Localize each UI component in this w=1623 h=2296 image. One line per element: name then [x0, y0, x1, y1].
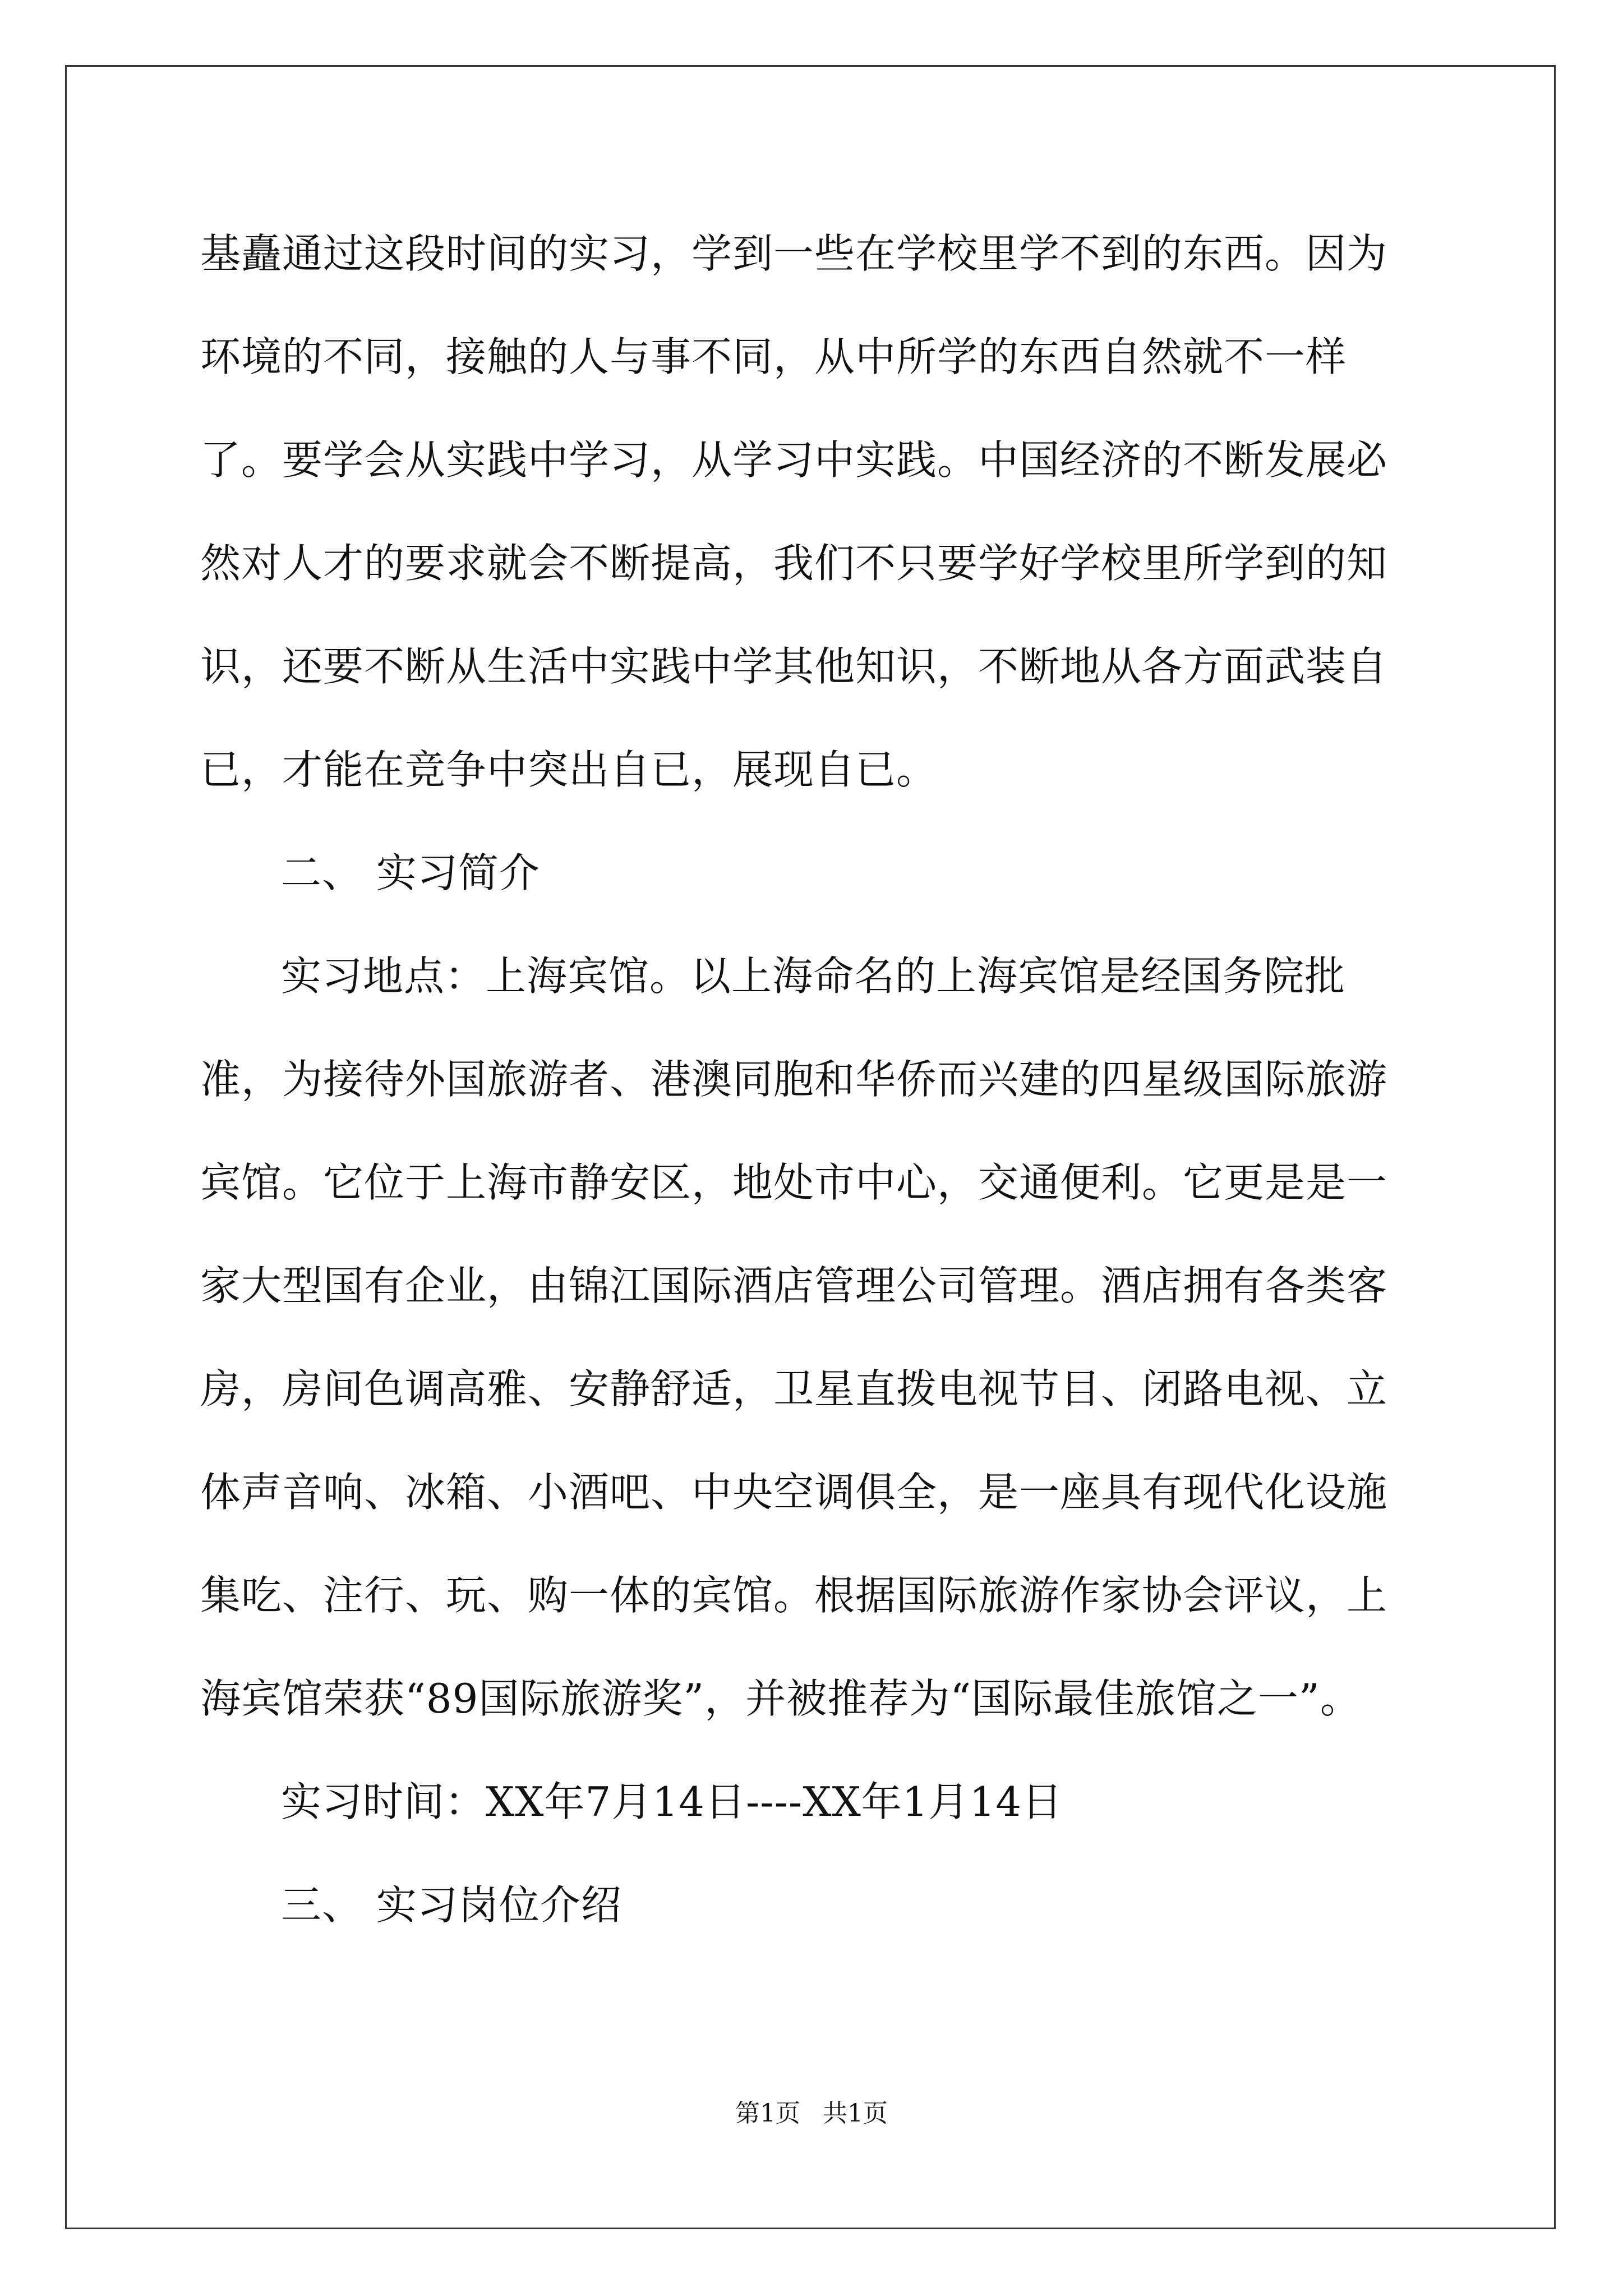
paragraph-intro: 基矗通过这段时间的实习，学到一些在学校里学不到的东西。因为环境的不同，接触的人与事不同，从中所学的东西自然就不一样了。要学会从实践中学习，从学习中实践。中国经济的不断发展必然对人才的要求就会不断提高，我们不只要学好学校里所学到的知识，还要不断从生活中实践中学其他知识，不断地从各方面武装自已，才能在竞争中突出自已，展现自已。 — [200, 230, 1388, 793]
section-heading-internship-position: 三、 实习岗位介绍 — [281, 1881, 622, 1929]
page-number: 第1页 — [735, 2099, 800, 2128]
page-footer — [0, 2097, 1623, 2131]
paragraph-internship-location: 实习地点：上海宾馆。以上海命名的上海宾馆是经国务院批准，为接待外国旅游者、港澳同胞和华侨而兴建的四星级国际旅游宾馆。它位于上海市静安区，地处市中心，交通便利。它更是是一家大型国有企业，由锦江国际酒店管理公司管理。酒店拥有各类客房，房间色调高雅、安静舒适，卫星直拨电视节目、闭路电视、立体声音响、冰箱、小酒吧、中央空调俱全，是一座具有现代化设施集吃、注行、玩、购一体的宾馆。根据国际旅游作家协会评议，上海宾馆荣获“89国际旅游奖”，并被推荐为“国际最佳旅馆之一”。 — [200, 953, 1388, 1722]
paragraph-internship-time: 实习时间：XX年7月14日----XX年1月14日 — [281, 1778, 1063, 1825]
section-heading-internship-overview: 二、 实习简介 — [281, 849, 540, 896]
document-body — [200, 202, 1423, 1957]
page-total: 共1页 — [823, 2099, 888, 2128]
